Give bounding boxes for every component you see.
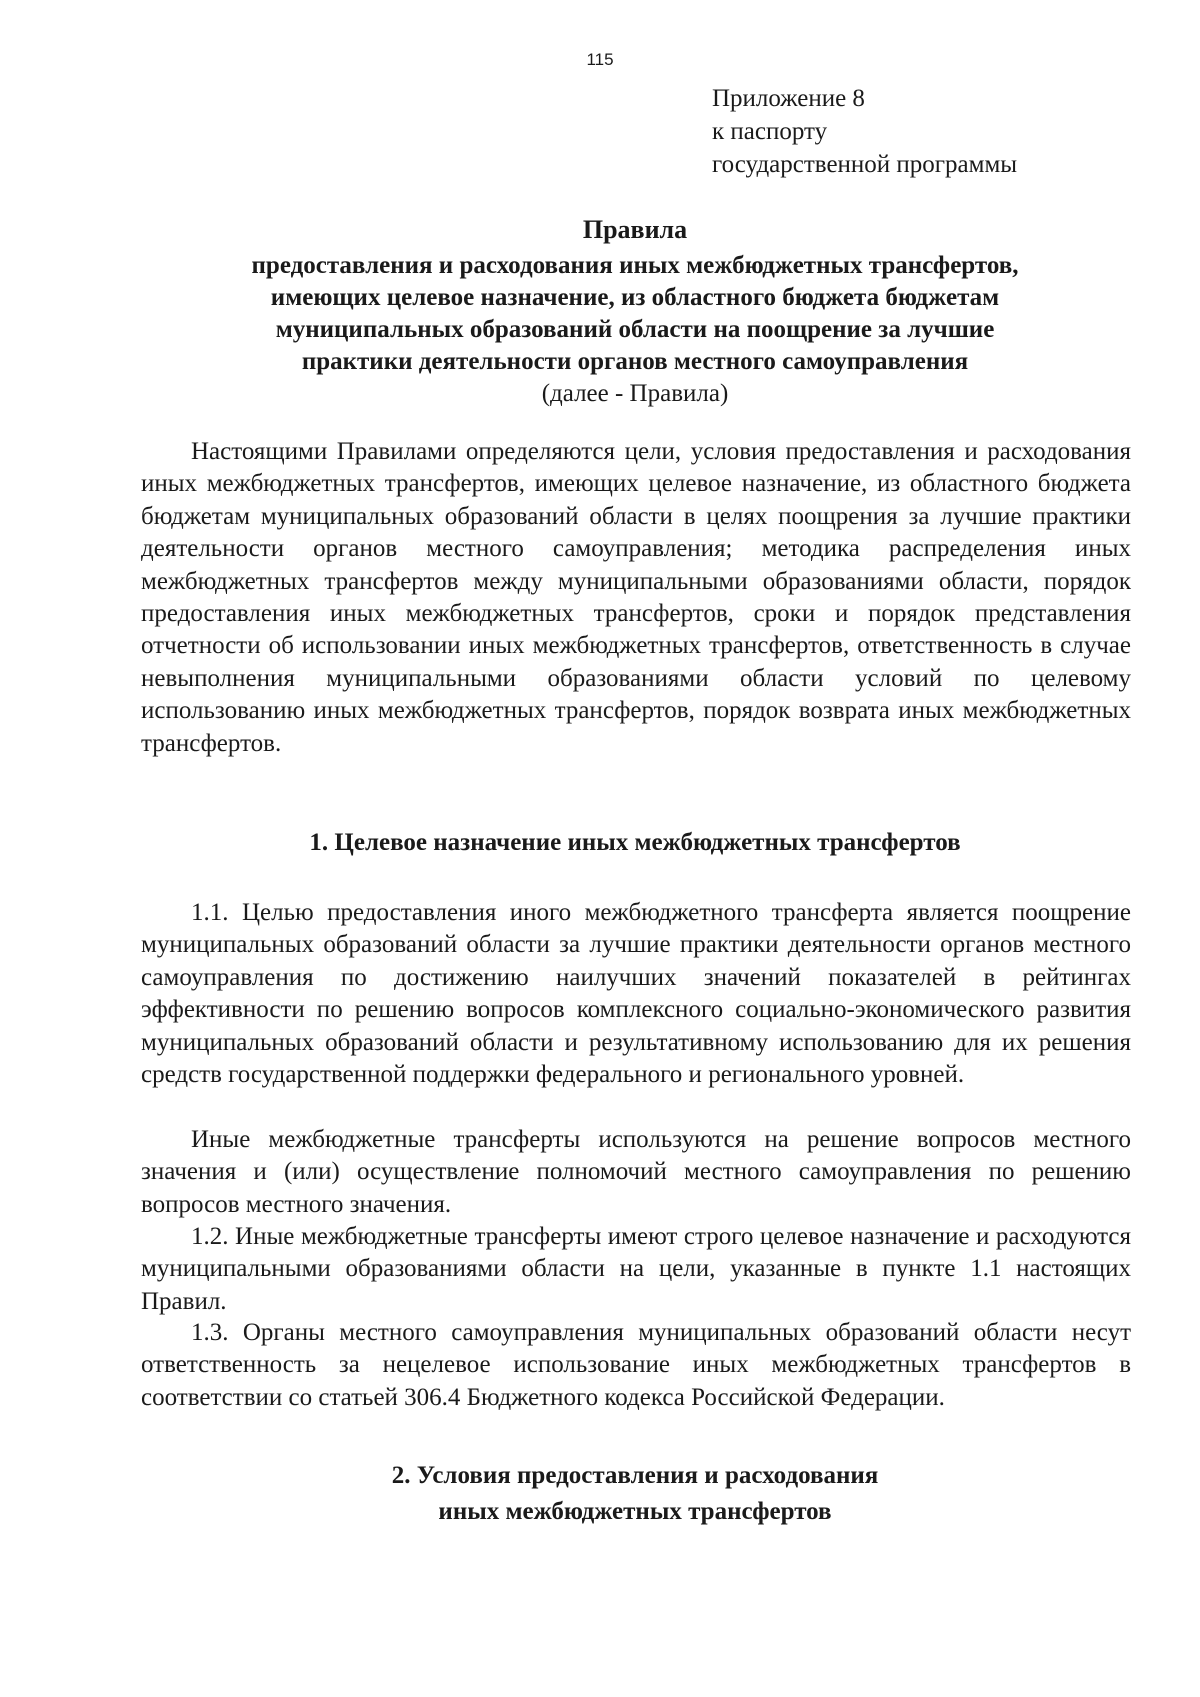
appendix-line: к паспорту [712,118,828,145]
paragraph-1-1: 1.1. Целью предоставления иного межбюджетного трансферта является поощрение муниципальных образований области за лучшие практики деятельности органов местного самоуправления по достижению наилучших значений показателей в рейтингах эффективности по решению вопросов комплексного социально-экономического развития муниципальных образований области и результативному использованию для их решения средств государственной поддержки федерального и регионального уровней. [141,899,1131,1089]
appendix-reference [712,82,1017,181]
section-2-heading-line: иных межбюджетных трансфертов [438,1498,832,1525]
paragraph-1-1-continued: Иные межбюджетные трансферты используются на решение вопросов местного значения и (или) осуществление полномочий местного самоуправления по решению вопросов местного значения. [141,1126,1131,1218]
section-1-heading: 1. Целевое назначение иных межбюджетных трансфертов [309,829,961,856]
title-line: предоставления и расходования иных межбюджетных трансфертов, [251,252,1019,279]
document-title [130,210,1140,410]
title-line: муниципальных образований области на поощрение за лучшие [275,316,995,343]
title-line: имеющих целевое назначение, из областного бюджета бюджетам [270,284,1000,311]
title-note: (далее - Правила) [541,380,729,407]
title-word: Правила [582,215,688,244]
paragraph-1-3: 1.3. Органы местного самоуправления муниципальных образований области несут ответственность за нецелевое использование иных межбюджетных трансфертов в соответствии со статьей 306.4 Бюджетного кодекса Российской Федерации. [141,1319,1131,1411]
appendix-line: государственной программы [712,151,1018,178]
paragraph-1-2: 1.2. Иные межбюджетные трансферты имеют строго целевое назначение и расходуются муниципальными образованиями области на цели, указанные в пункте 1.1 настоящих Правил. [141,1223,1131,1315]
section-2-heading [130,1458,1140,1530]
title-line: практики деятельности органов местного самоуправления [301,348,969,375]
page-number: 115 [586,50,614,69]
intro-paragraph: Настоящими Правилами определяются цели, условия предоставления и расходования иных межбюджетных трансфертов, имеющих целевое назначение, из областного бюджета бюджетам муниципальных образований области в целях поощрения за лучшие практики деятельности органов местного самоуправления; методика распределения иных межбюджетных трансфертов между муниципальными образованиями области, порядок предоставления иных межбюджетных трансфертов, сроки и порядок представления отчетности об использовании иных межбюджетных трансфертов, ответственность в случае невыполнения муниципальными образованиями области условий по целевому использованию иных межбюджетных трансфертов, порядок возврата иных межбюджетных трансфертов. [141,438,1131,757]
section-2-heading-line: 2. Условия предоставления и расходования [391,1462,879,1489]
appendix-line: Приложение 8 [712,85,865,112]
